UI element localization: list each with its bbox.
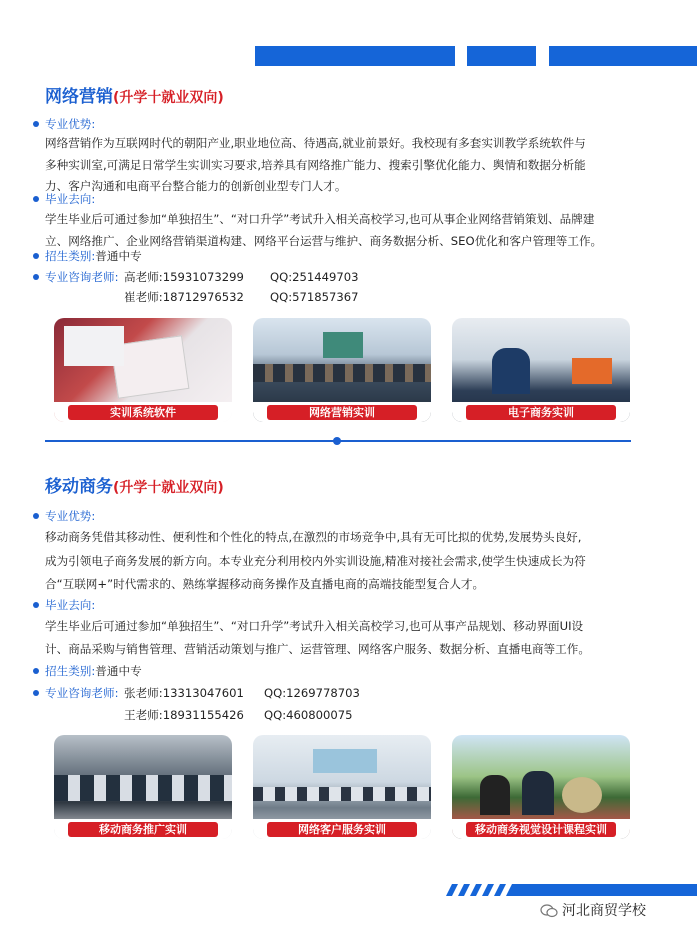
photo-caption-bar xyxy=(54,402,232,422)
section-title-text: 移动商务 xyxy=(45,477,113,497)
photo-caption-bar xyxy=(253,402,431,422)
contact-label: 专业咨询老师: xyxy=(45,686,119,700)
career-label: 毕业去向: xyxy=(45,598,96,612)
advantage-label-row xyxy=(33,505,657,527)
photo-caption: 移动商务推广实训 xyxy=(68,822,218,837)
advantage-label: 专业优势: xyxy=(45,509,96,523)
photo-caption: 网络客户服务实训 xyxy=(267,822,417,837)
bullet-icon xyxy=(33,196,39,202)
paragraph-line: 学生毕业后可通过参加“单独招生”、“对口升学”考试升入相关高校学习,也可从事产品规划、移动界面UI设 xyxy=(45,619,584,633)
watermark-text: 河北商贸学校 xyxy=(562,903,646,919)
section-title-tag: (升学十就业双向) xyxy=(113,90,224,106)
paragraph-line: 学生毕业后可通过参加“单独招生”、“对口升学”考试升入相关高校学习,也可从事企业网络营销策划、品牌建 xyxy=(45,212,595,226)
top-bar-1 xyxy=(255,46,455,66)
section-title-text: 网络营销 xyxy=(45,87,113,107)
contact-name: 张老师:13313047601 xyxy=(124,686,244,700)
contact-qq: QQ:251449703 xyxy=(270,270,359,284)
contact-label: 专业咨询老师: xyxy=(45,270,119,284)
top-bar-2 xyxy=(467,46,536,66)
divider-dot xyxy=(333,437,341,445)
photo-card xyxy=(452,735,630,839)
photo-caption: 电子商务实训 xyxy=(466,405,616,420)
career-paragraph xyxy=(45,615,645,661)
bullet-icon xyxy=(33,274,39,280)
watermark xyxy=(540,900,646,920)
photo-caption-bar xyxy=(54,819,232,839)
bullet-icon xyxy=(33,121,39,127)
bullet-icon xyxy=(33,690,39,696)
top-bar-3 xyxy=(549,46,697,66)
photo-card xyxy=(253,318,431,422)
wechat-icon xyxy=(540,904,558,918)
bullet-icon xyxy=(33,253,39,259)
contact-qq: QQ:571857367 xyxy=(270,290,359,304)
photo-caption-bar xyxy=(452,819,630,839)
enroll-label: 招生类别: xyxy=(45,249,96,263)
enroll-row xyxy=(33,245,657,267)
enroll-label: 招生类别: xyxy=(45,664,96,678)
photo-caption: 网络营销实训 xyxy=(267,405,417,420)
paragraph-line: 移动商务凭借其移动性、便利性和个性化的特点,在激烈的市场竞争中,具有无可比拟的优势,发展势头良好, xyxy=(45,530,582,544)
paragraph-line: 计、商品采购与销售管理、营销活动策划与推广、运营管理、网络客户服务、数据分析、直播电商等工作。 xyxy=(45,642,590,656)
section-title-tag: (升学十就业双向) xyxy=(113,480,224,496)
advantage-paragraph xyxy=(45,526,645,597)
contact-name: 王老师:18931155426 xyxy=(124,708,244,722)
enroll-row xyxy=(33,660,657,682)
career-label: 毕业去向: xyxy=(45,192,96,206)
paragraph-line: 网络营销作为互联网时代的朝阳产业,职业地位高、待遇高,就业前景好。我校现有多套实训教学系统软件与 xyxy=(45,136,586,150)
paragraph-line: 立、网络推广、企业网络营销渠道构建、网络平台运营与维护、商务数据分析、SEO优化和客户管理等工作。 xyxy=(45,233,603,248)
enroll-value: 普通中专 xyxy=(95,664,142,678)
contact-name: 高老师:15931073299 xyxy=(124,270,244,284)
photo-card xyxy=(54,735,232,839)
paragraph-line: 合“互联网+”时代需求的、熟练掌握移动商务操作及直播电商的高端技能型复合人才。 xyxy=(45,577,485,591)
paragraph-line: 力、客户沟通和电商平台整合能力的创新创业型专门人才。 xyxy=(45,179,347,193)
photo-caption-bar xyxy=(253,819,431,839)
contact-name: 崔老师:18712976532 xyxy=(124,290,244,304)
bullet-icon xyxy=(33,513,39,519)
section-title xyxy=(45,472,224,497)
contact-qq: QQ:1269778703 xyxy=(264,686,360,700)
paragraph-line: 成为引领电子商务发展的新方向。本专业充分利用校内外实训设施,精准对接社会需求,使学生快速成长为符 xyxy=(45,553,586,568)
career-label-row xyxy=(33,188,657,210)
contact-qq: QQ:460800075 xyxy=(264,708,353,722)
advantage-label: 专业优势: xyxy=(45,117,96,131)
bullet-icon xyxy=(33,602,39,608)
paragraph-line: 多种实训室,可满足日常学生实训实习要求,培养具有网络推广能力、搜索引擎优化能力、舆情和数据分析能 xyxy=(45,157,586,172)
bullet-icon xyxy=(33,668,39,674)
section-title xyxy=(45,82,224,107)
photo-caption: 实训系统软件 xyxy=(68,405,218,420)
enroll-value: 普通中专 xyxy=(95,249,142,263)
advantage-label-row xyxy=(33,113,657,135)
photo-card xyxy=(54,318,232,422)
bottom-stripe-decoration xyxy=(440,884,697,896)
photo-card xyxy=(253,735,431,839)
career-label-row xyxy=(33,594,657,616)
photo-caption-bar xyxy=(452,402,630,422)
photo-caption: 移动商务视觉设计课程实训 xyxy=(466,822,616,837)
photo-card xyxy=(452,318,630,422)
